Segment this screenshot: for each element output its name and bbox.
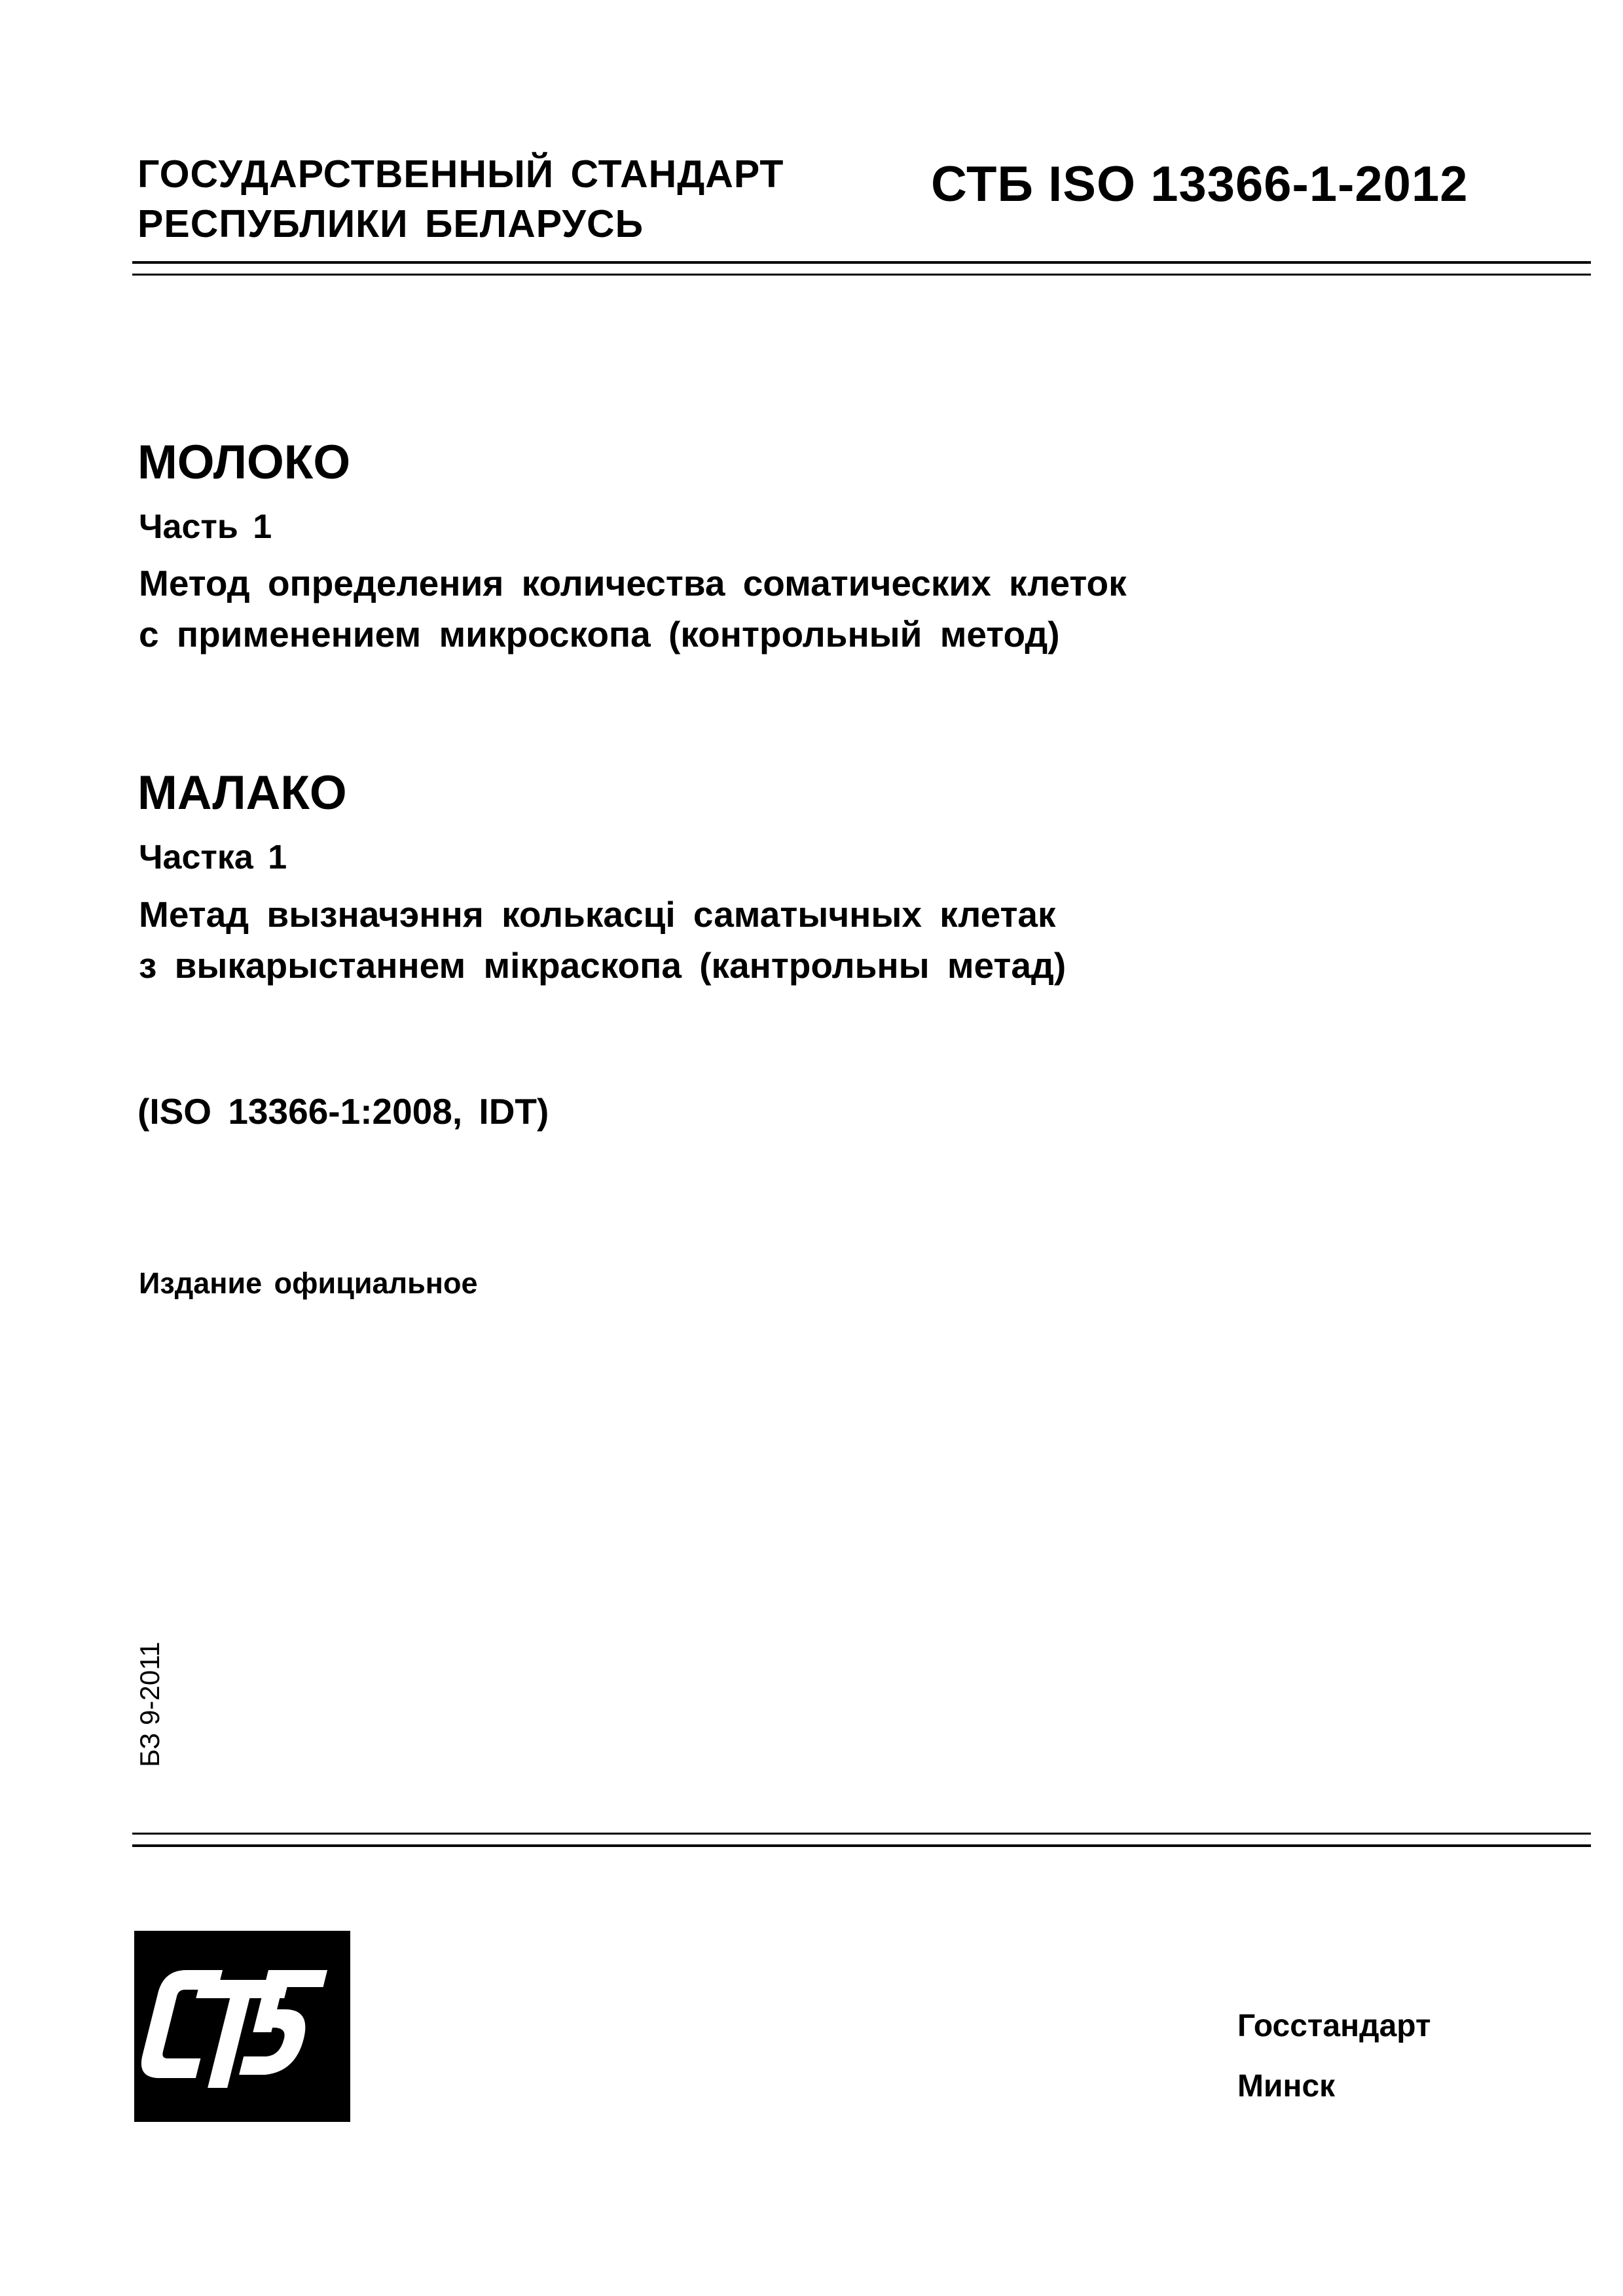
subtitle-ru [139,558,1127,660]
publisher-city: Минск [1237,2069,1336,2104]
title-be: МАЛАКО [137,766,347,819]
header-divider-top [132,261,1591,264]
subtitle-ru-line2: с применением микроскопа (контрольный метод) [139,614,1060,655]
subtitle-ru-line1: Метод определения количества соматических клеток [139,563,1127,603]
stb-logo-icon [134,1931,350,2122]
footer-divider-top [132,1833,1591,1835]
publisher-name: Госстандарт [1237,2009,1431,2043]
footer-divider-bottom [132,1844,1591,1847]
header-title-line2: РЕСПУБЛИКИ БЕЛАРУСЬ [137,202,644,245]
title-ru: МОЛОКО [137,436,351,489]
header-title-line1: ГОСУДАРСТВЕННЫЙ СТАНДАРТ [137,152,784,196]
subtitle-be-line1: Метад вызначэння колькасці саматычных клетак [139,894,1056,935]
edition-note: Издание официальное [139,1266,478,1300]
header-title [137,149,784,249]
side-code: БЗ 9-2011 [134,1641,165,1767]
part-be: Частка 1 [139,838,287,876]
stb-logo-graphic [134,1931,350,2122]
part-ru: Часть 1 [139,508,272,546]
iso-reference: (ISO 13366-1:2008, IDT) [137,1091,549,1132]
standard-code: СТБ ISO 13366-1-2012 [931,156,1468,212]
subtitle-be [139,889,1066,991]
subtitle-be-line2: з выкарыстаннем мікраскопа (кантрольны метад) [139,945,1067,986]
header-divider-bottom [132,274,1591,276]
